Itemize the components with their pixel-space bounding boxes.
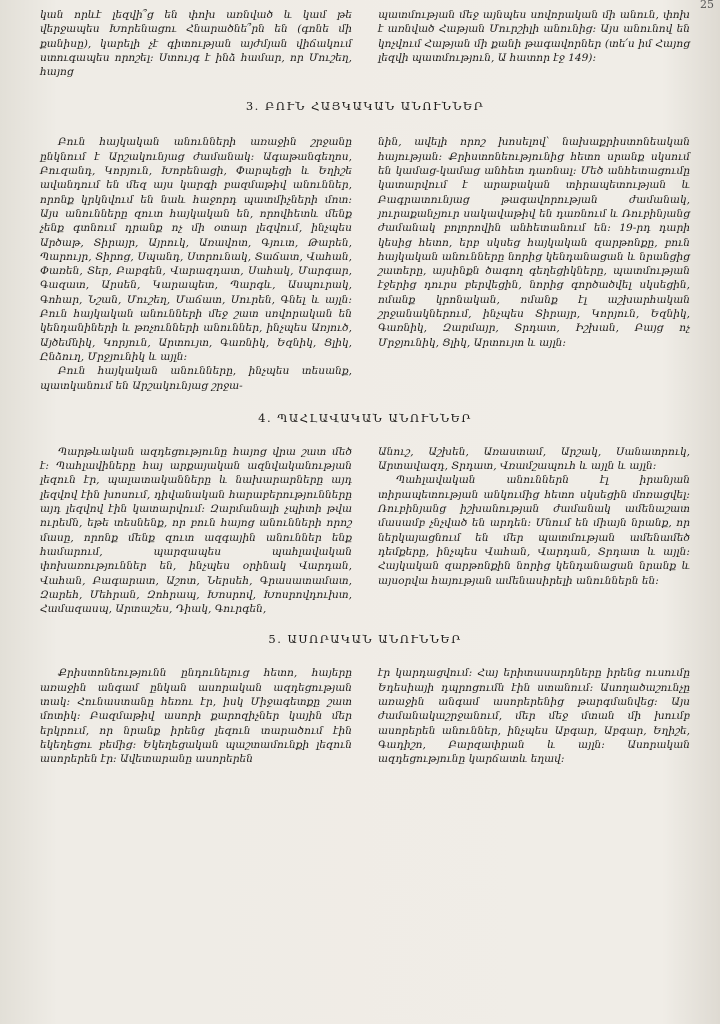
page-number: 25 [700, 0, 714, 11]
paragraph: կան որևէ լեզվի՞ց են փոխ առնված և կամ թե վերջապես Խորենացու Հնարածնե՞րն են (գոնե մի քանիսը), կարելի չէ գիտության այժմյան վիճակում ստուգապես որոշել։ Ստույգ է ինձ համար, որ Մուշեղ, հայոց [40, 9, 352, 79]
top-section [40, 8, 690, 79]
left-column [40, 666, 352, 766]
left-column [40, 445, 352, 617]
paragraph: Պարթևական ազդեցությունը հայոց վրա շատ մեծ է։ Պահլավիները հայ արքայական ազնվականության լեզուն էր, պալատականները և նախարարները այդ լեզվով էին խոսում, դիվանական հարաբերությունները այդ լեզվով էին կատարվում։ Զարմանալի չպիտի թվա ուրեմն, եթե տեսնենք, որ բուն հայոց անունների որոշ մասը, որոնք մենք զուտ ազգային անուններ ենք համարում, պարզապես պահլավական փոխառություններ են, ինչպես օրինակ Վարդան, Վահան, Բագարատ, Աշոտ, Ներսեհ, Գրասատամատ, Զարեհ, Մեհրան, Զոհրապ, Խոսրով, Խոսրովդուխտ, Համազասպ, Արտաշես, Դիակ, Գուրգեն, [40, 445, 352, 616]
section-heading: 5. ԱՍՈՐԱԿԱՆ ԱՆՈՒՆՆԵՐ [268, 632, 462, 647]
right-column [378, 135, 690, 392]
paragraph: Անուշ, Աշխեն, Առաստամ, Արշակ, Սանատրուկ, Արտավազդ, Տրդատ, Վռամշապուհ և այլն և այլն։ [378, 445, 690, 473]
paragraph: Քրիստոնեությունն ընդունելուց հետո, հայերը առաջին անգամ ընկան ասորական ազդեցության տակ։ Հունաստանը հեռու էր, իսկ Միջագետքը շատ մոտիկ։ Բազմաթիվ ասորի քարոզիչներ կային մեր երկրում, որ նրանք իրենց լեզուն տարածում էին եկեղեցու բեմից։ Եկեղեցական պաշտամունքի լեզուն ասորերեն էր։ Ավետարանը ասորերեն [40, 667, 352, 766]
section-heading: 4. ՊԱՀԼԱՎԱԿԱՆ ԱՆՈՒՆՆԵՐ [258, 410, 472, 425]
section-heading: 3. ԲՈՒՆ ՀԱՅԿԱԿԱՆ ԱՆՈՒՆՆԵՐ [245, 99, 485, 114]
paragraph: պատմության մեջ այնպես սովորական մի անուն, փոխ է առնված Հաթյան Մուրշիլի անունից։ Այս անունով են կոչվում Հաթյան մի քանի թագավորներ (տե՛ս իմ Հայոց լեզվի պատմություն, Ա հատոր էջ 149)։ [378, 9, 690, 64]
right-column [378, 666, 690, 766]
right-column [378, 8, 690, 79]
paragraph: Բուն հայկական անունների առաջին շրջանը ընկնում է Արշակունյաց ժամանակ։ Ագաթանգեղոս, Բուզանդ, Կորյուն, Խորենացի, Փարպեցի և Եղիշե ավանդում են մեզ այս կարգի բազմաթիվ անուններ, որոնք կրկնվում են նաև հաջորդ պատմիչների մոտ։ Այս անունները զուտ հայկական են, որովհետև մենք չենք գտնում դրանք ոչ մի օտար լեզվում, ինչպես Արծաթ, Տիրայր, Այրուկ, Առավոտ, Գյուտ, Թարեն, Պարույր, Տիրոց, Սպանդ, Ստրունակ, Տաճատ, Վահան, Փառեն, Տեր, Բաբգեն, Վարազդատ, Սահակ, Մարգար, Գազատ, Արսեն, Կարապետ, Պարգև, Ասպուրակ, Գոհար, Նշան, Մուշեղ, Մաճատ, Սուրեն, Գնել և այլն։ Բուն հայկական անունների մեջ շատ սովորական են կենդանիների և թռչունների անուններ, ինչպես Առյուծ, Այծեմնիկ, Կորյուն, Արտույտ, Գառնիկ, Եզնիկ, Ցլիկ, Ընձուղ, Մրջյունիկ և այլն։ [40, 136, 352, 363]
section-4-body [40, 445, 690, 617]
paragraph: Պահլավական անուններն էլ իրանյան տիրապետության անկումից հետո սկսեցին մոռացվել։ Ռուբինյանց իշխանության ժամանակ ամենաշատ մասամբ չնչված են արդեն։ Մնում են միայն նրանք, որ ներկայացնում են մեր պատմության ամենամեծ դեմքերը, ինչպես Վահան, Վարդան, Տրդատ և այլն։ Հայկական զարթոնքին նորից կենդանացան նրանք և այսօրվա հայության ամենասիրելի անուններն են։ [378, 474, 690, 587]
left-column [40, 8, 352, 79]
left-column [40, 135, 352, 392]
right-column [378, 445, 690, 617]
paragraph: նին, ավելի որոշ խոսելով՝ նախաքրիստոնեական հայության։ Քրիստոնեությունից հետո սրանք սկսում են կամաց-կամաց անհետ դառնալ։ Մեծ անհետացումը կատարվում է արաբական տիրապետության և Բագրատունյաց թագավորության ժամանակ, յուրաքանչյուր սակավաթիվ են դառնում և Ռուբինյանց ժամանակ բոլորովին անհետանում են։ 19-րդ դարի կեսից հետո, երբ սկսեց հայկական զարթոնքը, բուն հայկական անունները նորից կենդանացան և նրանցից շատերը, այսինքն ծագող գեղեցիկները, պատմության էջերից դուրս բերվեցին, նորից գործածվել սկսեցին, ոմանք կրոնական, ոմանք էլ աշխարհական շրջանակներում, ինչպես Տիրայր, Կորյուն, Եզնիկ, Գառնիկ, Զարմայր, Տրդատ, Իշխան, Բայց ոչ Մրջյունիկ, Ցլիկ, Արտույտ և այլն։ [378, 136, 690, 349]
section-3-body [40, 135, 690, 392]
section-5-body [40, 666, 690, 766]
paragraph: Բուն հայկական անունները, ինչպես տեսանք, պատկանում են Արշակունյաց շրջա- [40, 365, 352, 392]
paragraph: էր կարդացվում։ Հայ երիտասարդները իրենց ուսումը Եդեսիայի դպրոցումն էին ստանում։ Ասողածաշունչը առաջին անգամ ասորերենից թարգմանվեց։ Այս ժամանակաշրջանում, մեր մեջ մտան մի խումբ ասորերեն անուններ, ինչպես Աբգար, Աբգար, Եղիշե, Գադիշո, Բարզափրան և այլն։ Ասորական ազդեցությունը կարճատև եղավ։ [378, 667, 690, 766]
